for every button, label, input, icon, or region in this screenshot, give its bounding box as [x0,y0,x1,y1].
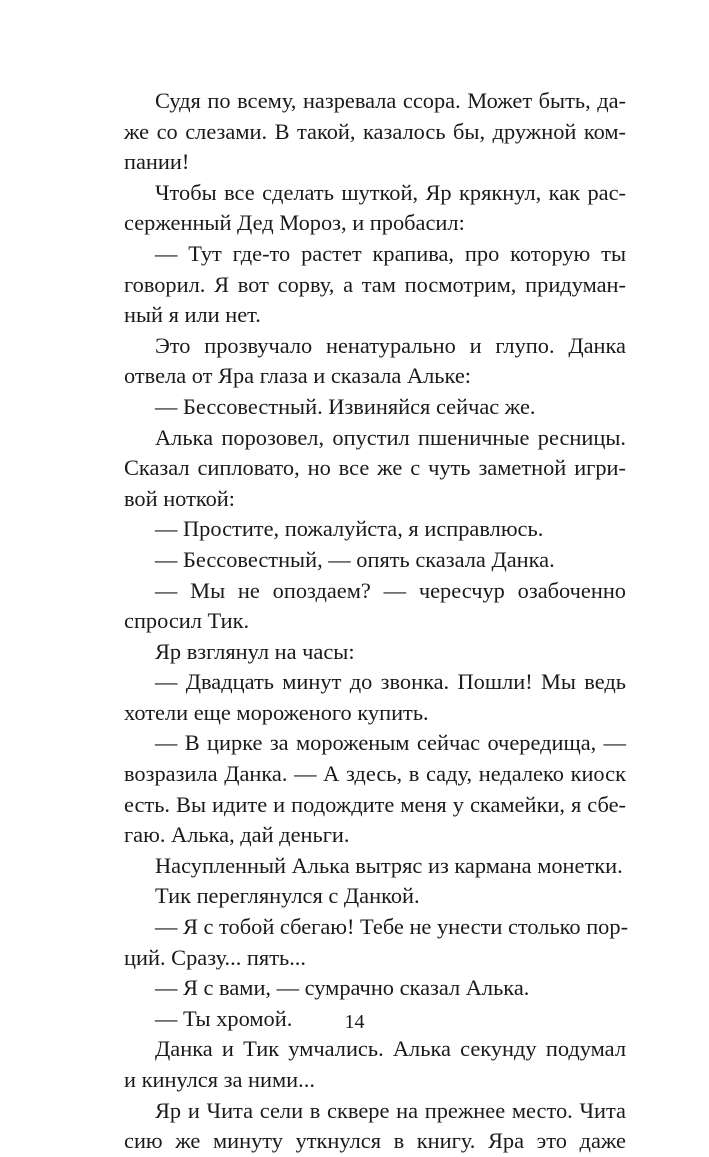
text-line: — Тут где-то растет крапива, про которую ты [155,240,626,266]
text-line: отвела от Яра глаза и сказала Альке: [124,363,471,389]
text-line: — Я с вами, — сумрачно сказал Алька. [155,975,530,1001]
text-line: — Простите, пожалуйста, я исправлюсь. [155,516,544,542]
text-line: и кинулся за ними... [124,1067,315,1092]
text-line: Яр взглянул на часы: [155,638,355,664]
text-line: вой ноткой: [124,485,236,511]
text-line: гаю. Алька, дай деньги. [124,822,350,848]
page-number: 14 [344,1011,365,1033]
text-line: есть. Вы идите и подождите меня у скамейки, я сбе- [124,791,626,817]
text-line: Алька порозовел, опустил пшеничные ресницы. [155,424,626,450]
text-line: — Бессовестный. Извиняйся сейчас же. [155,393,536,419]
text-line: же со слезами. В такой, казалось бы, дружной ком- [124,118,626,144]
text-line: сию же минуту уткнулся в книгу. Яра это даже [124,1128,626,1154]
text-line: Яр и Чита сели в сквере на прежнее место. Чита [155,1097,626,1123]
text-line: — В цирке за мороженым сейчас очередища, — [155,730,626,756]
text-line: — Ты хромой. [155,1005,293,1031]
text-line: Чтобы все сделать шуткой, Яр крякнул, как рас- [155,179,626,205]
text-line: ный я или нет. [124,302,261,328]
body-text [124,86,629,1157]
text-line: пании! [124,149,190,175]
text-line: — Двадцать минут до звонка. Пошли! Мы ведь [155,669,626,695]
text-line: — Бессовестный, — опять сказала Данка. [155,546,555,572]
text-line: — Я с тобой сбегаю! Тебе не унести столько пор- [155,914,629,940]
text-line: говорил. Я вот сорву, а там посмотрим, придуман- [124,271,626,297]
text-line: — Мы не опоздаем? — чересчур озабоченно [155,577,626,603]
text-line: Насупленный Алька вытряс из кармана монетки. [155,852,623,878]
text-line: Судя по всему, назревала ссора. Может быть, да- [155,88,626,113]
text-line: Это прозвучало ненатурально и глупо. Данка [155,332,626,358]
text-line: Тик переглянулся с Данкой. [155,883,420,909]
text-line: серженный Дед Мороз, и пробасил: [124,210,465,236]
text-line: возразила Данка. — А здесь, в саду, недалеко киоск [124,761,626,787]
text-line: Данка и Тик умчались. Алька секунду подумал [155,1036,626,1062]
text-line: спросил Тик. [124,608,250,634]
text-line: хотели еще мороженого купить. [124,699,429,725]
text-line: ций. Сразу... пять... [124,944,306,970]
text-line: Сказал сипловато, но все же с чуть заметной игри- [124,455,626,481]
